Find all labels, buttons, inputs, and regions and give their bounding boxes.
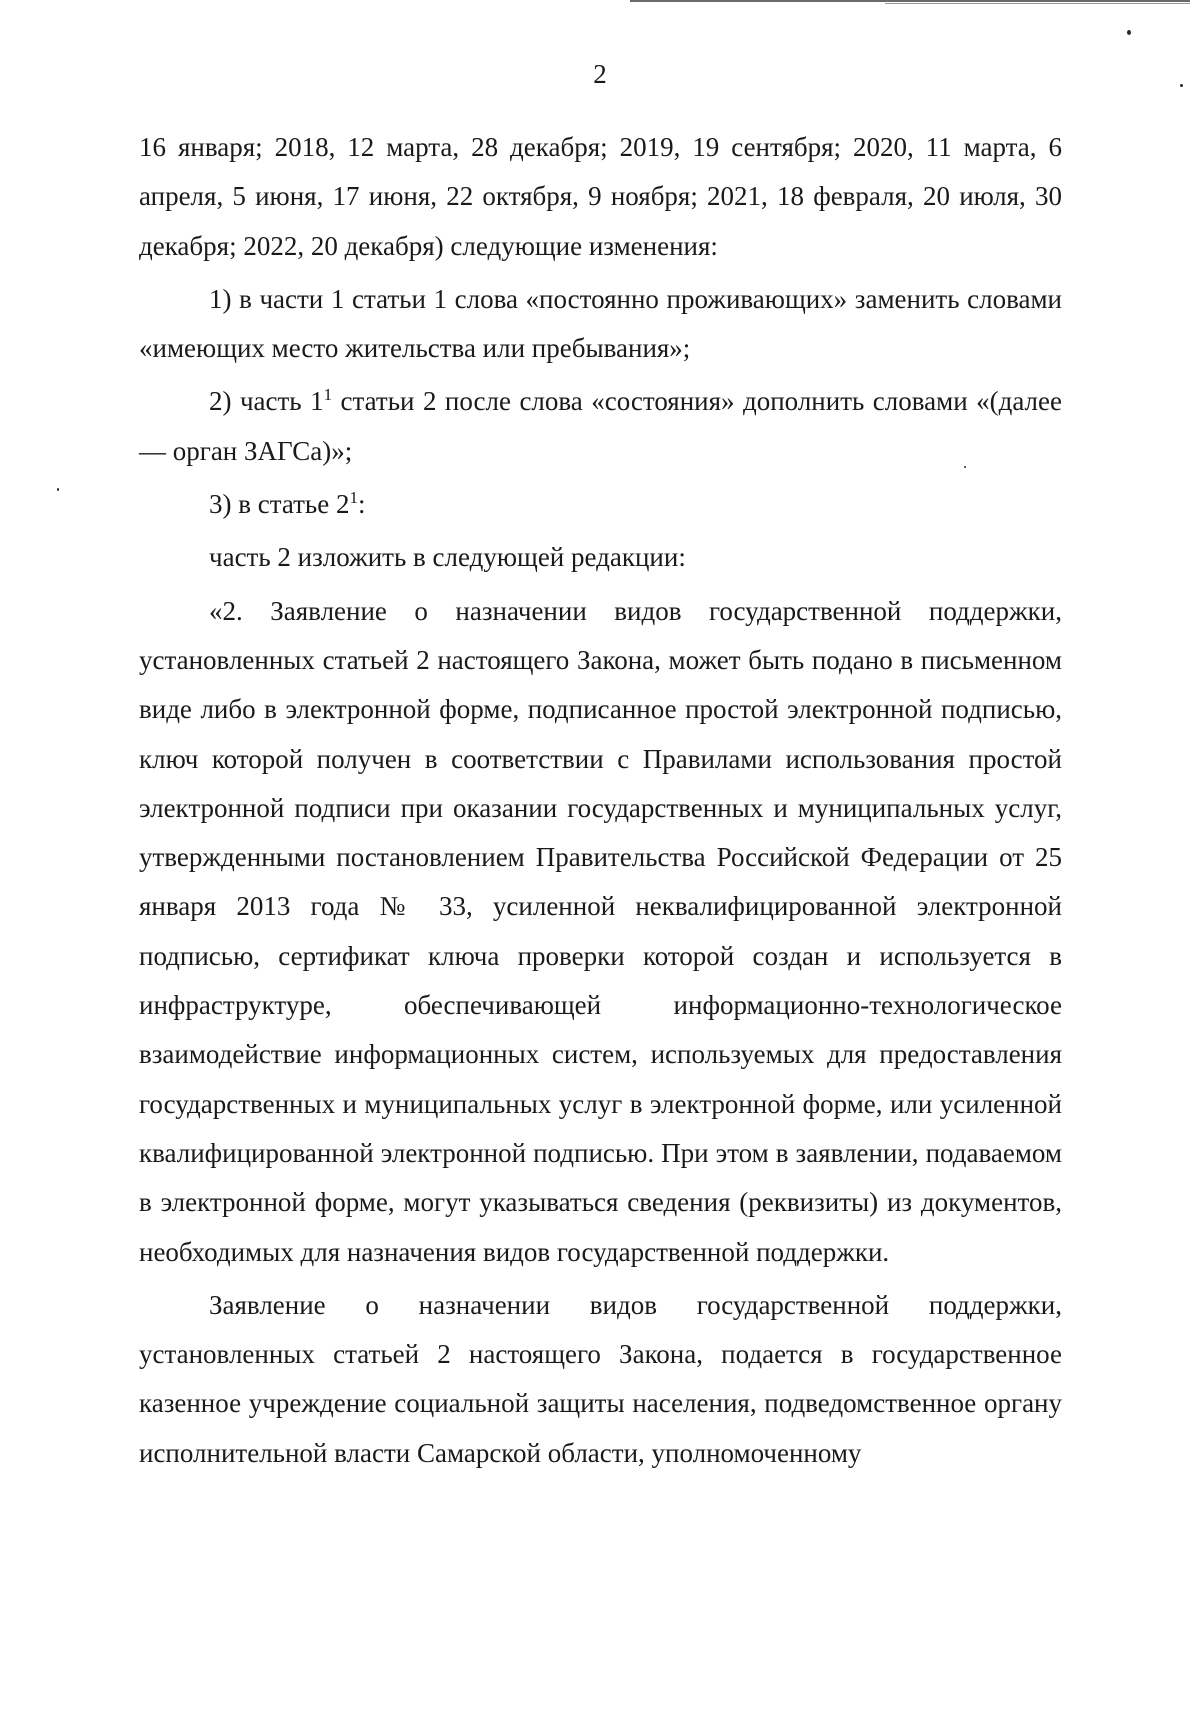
paragraph-amendment-dates: 16 января; 2018, 12 марта, 28 декабря; 2019, 19 сентября; 2020, 11 марта, 6 апреля, 5 июня, 17 июня, 22 октября, 9 ноября; 2021, 18 февраля, 20 июля, 30 декабря; 2022, 20 декабря) следующие изменения: — [139, 132, 1062, 261]
scan-speck — [57, 488, 59, 491]
paragraph-application-submission: Заявление о назначении видов государственной поддержки, установленных статьей 2 настоящего Закона, подается в государственное казенное учреждение социальной защиты населения, подведомственное органу исполнительной власти Самарской области, уполномоченному — [139, 1289, 1062, 1468]
item-3-text-end: : — [357, 489, 366, 520]
item-3-superscript: 1 — [349, 488, 358, 508]
document-body — [139, 123, 1062, 1478]
scan-speck — [1127, 30, 1131, 35]
paragraph-item-2 — [139, 377, 1062, 476]
item-2-superscript: 1 — [323, 385, 333, 405]
paragraph-item-3 — [139, 480, 1062, 529]
item-3-text-start: 3) в статье 2 — [209, 489, 350, 520]
paragraph-item-1: 1) в части 1 статьи 1 слова «постоянно проживающих» заменить словами «имеющих место жительства или пребывания»; — [139, 283, 1062, 364]
paragraph-new-part-2: «2. Заявление о назначении видов государственной поддержки, установленных статьей 2 настоящего Закона, может быть подано в письменном виде либо в электронной форме, подписанное простой электронной подписью, ключ которой получен в соответствии с Правилами использования простой электронной подписи при оказании государственных и муниципальных услуг, утвержденными постановлением Правительства Российской Федерации от 25 января 2013 года № 33, усиленной неквалифицированной электронной подписью, сертификат ключа проверки которой создан и используется в инфраструктуре, обеспечивающей информационно-технологическое взаимодействие информационных систем, используемых для предоставления государственных и муниципальных услуг в электронной форме, или усиленной квалифицированной электронной подписью. При этом в заявлении, подаваемом в электронной форме, могут указываться сведения (реквизиты) из документов, необходимых для назначения видов государственной поддержки. — [139, 595, 1062, 1267]
item-2-text-end: статьи 2 после слова «состояния» дополнить словами «(далее — орган ЗАГСа)»; — [139, 386, 1062, 466]
page-number: 2 — [593, 59, 607, 89]
scan-edge-line — [630, 0, 1190, 2]
scan-edge-line-secondary — [885, 3, 1190, 4]
item-2-text-start: 2) часть 1 — [209, 386, 324, 417]
paragraph-part-2-instruction: часть 2 изложить в следующей редакции: — [209, 542, 686, 573]
